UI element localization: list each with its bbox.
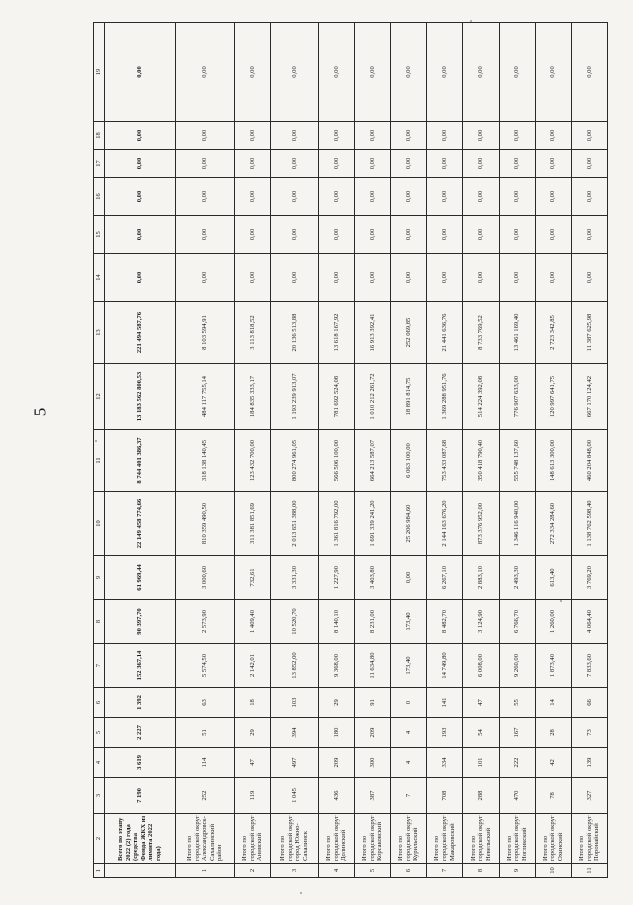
value-cell: 103: [271, 688, 319, 718]
column-number-header: 9: [94, 556, 105, 600]
table-row: [535, 23, 571, 878]
value-cell: 514 224 392,08: [463, 364, 499, 430]
value-cell: 1 010 212 261,72: [354, 364, 390, 430]
value-cell: 4 064,40: [571, 600, 607, 644]
value-cell: 0,00: [463, 23, 499, 122]
value-cell: 667 170 124,42: [571, 364, 607, 430]
municipality-name: Итого по городской округ Анивский: [234, 814, 270, 864]
value-cell: 0,00: [234, 216, 270, 254]
value-cell: 167: [499, 718, 535, 748]
row-number: 5: [354, 864, 390, 878]
value-cell: 0,00: [105, 254, 176, 302]
value-cell: 0,00: [391, 178, 427, 216]
value-cell: 3 619: [105, 748, 176, 778]
value-cell: 25 206 984,60: [391, 492, 427, 556]
column-number-header: 4: [94, 748, 105, 778]
value-cell: 800 274 961,05: [271, 430, 319, 492]
value-cell: 0,00: [318, 216, 354, 254]
value-cell: 387: [354, 778, 390, 814]
value-cell: 0,00: [391, 122, 427, 150]
value-cell: 484 117 755,14: [175, 364, 234, 430]
value-cell: 0,00: [427, 178, 463, 216]
table-body: [105, 23, 608, 878]
value-cell: 0,00: [318, 23, 354, 122]
value-cell: 1 227,90: [318, 556, 354, 600]
value-cell: 318 138 140,45: [175, 430, 234, 492]
municipality-name: Всего по этапу 2022 (2) года (средства Фонда ЖКХ из лимита 2022 года): [105, 814, 176, 864]
value-cell: 0,00: [499, 122, 535, 150]
value-cell: 0,00: [175, 216, 234, 254]
value-cell: 0,00: [571, 216, 607, 254]
value-cell: 272 334 284,60: [535, 492, 571, 556]
municipality-name: Итого по городской округ Корсаковский: [354, 814, 390, 864]
value-cell: 0,00: [234, 150, 270, 178]
value-cell: 0,00: [535, 122, 571, 150]
value-cell: 1 346 116 940,00: [499, 492, 535, 556]
value-cell: 2 883,10: [463, 556, 499, 600]
value-cell: 0,00: [463, 216, 499, 254]
table-row: [175, 23, 234, 878]
value-cell: 47: [234, 748, 270, 778]
value-cell: 0,00: [105, 178, 176, 216]
column-number-header: 19: [94, 23, 105, 122]
column-number-header: 13: [94, 302, 105, 364]
value-cell: 0,00: [271, 178, 319, 216]
value-cell: 10 520,70: [271, 600, 319, 644]
value-cell: 21 441 636,76: [427, 302, 463, 364]
value-cell: 252 069,85: [391, 302, 427, 364]
value-cell: 0,00: [535, 216, 571, 254]
municipality-name: Итого по городской округ город Южно-Сахалинск: [271, 814, 319, 864]
value-cell: 141: [427, 688, 463, 718]
table-row: [499, 23, 535, 878]
municipality-name: Итого по городской округ Макаровский: [427, 814, 463, 864]
value-cell: 5 574,50: [175, 644, 234, 688]
value-cell: 2 142,01: [234, 644, 270, 688]
column-number-header: 1: [94, 864, 105, 878]
value-cell: 55: [499, 688, 535, 718]
value-cell: 0,00: [271, 23, 319, 122]
value-cell: 0,00: [391, 254, 427, 302]
value-cell: 63: [175, 688, 234, 718]
value-cell: 0,00: [463, 150, 499, 178]
column-number-header: 12: [94, 364, 105, 430]
column-number-header: 10: [94, 492, 105, 556]
value-cell: 0,00: [463, 122, 499, 150]
value-cell: 221 494 587,76: [105, 302, 176, 364]
value-cell: 114: [175, 748, 234, 778]
value-cell: 555 748 137,60: [499, 430, 535, 492]
row-number: 4: [318, 864, 354, 878]
value-cell: 22 149 458 774,66: [105, 492, 176, 556]
value-cell: 732,61: [234, 556, 270, 600]
value-cell: 7: [391, 778, 427, 814]
value-cell: 14: [535, 688, 571, 718]
value-cell: 0,00: [271, 122, 319, 150]
table-row: [463, 23, 499, 878]
municipality-name: Итого по городской округ Курильский: [391, 814, 427, 864]
row-number: 10: [535, 864, 571, 878]
value-cell: 6 267,10: [427, 556, 463, 600]
value-cell: 781 692 524,08: [318, 364, 354, 430]
value-cell: 0,00: [427, 150, 463, 178]
value-cell: 222: [499, 748, 535, 778]
value-cell: 708: [427, 778, 463, 814]
value-cell: 0,00: [571, 122, 607, 150]
value-cell: 8 140,10: [318, 600, 354, 644]
value-cell: 6 008,00: [463, 644, 499, 688]
value-cell: 1 138 762 598,40: [571, 492, 607, 556]
value-cell: 1 409,40: [234, 600, 270, 644]
value-cell: 0,00: [105, 23, 176, 122]
value-cell: 0,00: [354, 178, 390, 216]
value-cell: 8 744 401 386,37: [105, 430, 176, 492]
value-cell: 2 013 651 388,00: [271, 492, 319, 556]
row-number: 8: [463, 864, 499, 878]
value-cell: 0,00: [463, 254, 499, 302]
value-cell: 0,00: [105, 216, 176, 254]
column-number-header: 6: [94, 688, 105, 718]
municipality-name: Итого по городской округ Александровск-Сахалинский район: [175, 814, 234, 864]
value-cell: 776 907 633,00: [499, 364, 535, 430]
value-cell: 350 418 790,40: [463, 430, 499, 492]
value-cell: 2 493,30: [499, 556, 535, 600]
column-number-header: 16: [94, 178, 105, 216]
table-row: [427, 23, 463, 878]
value-cell: 0,00: [427, 254, 463, 302]
row-number: 1: [175, 864, 234, 878]
value-cell: 810 359 490,50: [175, 492, 234, 556]
municipality-name: Итого по городской округ Поронайский: [571, 814, 607, 864]
value-cell: 29: [234, 718, 270, 748]
value-cell: 90 397,70: [105, 600, 176, 644]
value-cell: 13 461 169,40: [499, 302, 535, 364]
value-cell: 119: [234, 778, 270, 814]
value-cell: 0,00: [427, 23, 463, 122]
value-cell: 1 691 339 241,20: [354, 492, 390, 556]
value-cell: 311 381 851,69: [234, 492, 270, 556]
value-cell: 18: [234, 688, 270, 718]
value-cell: 2 723 342,85: [535, 302, 571, 364]
value-cell: 252: [175, 778, 234, 814]
row-number: 7: [427, 864, 463, 878]
value-cell: 0,00: [427, 122, 463, 150]
value-cell: 0,00: [499, 23, 535, 122]
value-cell: 470: [499, 778, 535, 814]
value-cell: 0,00: [271, 216, 319, 254]
value-cell: 6 063 100,00: [391, 430, 427, 492]
column-number-header: 18: [94, 122, 105, 150]
municipality-name: Итого по городской округ Охинский: [535, 814, 571, 864]
value-cell: 0,00: [354, 122, 390, 150]
value-cell: 0,00: [499, 150, 535, 178]
value-cell: 0,00: [234, 178, 270, 216]
value-cell: 0,00: [318, 122, 354, 150]
value-cell: 0,00: [318, 150, 354, 178]
value-cell: 0,00: [571, 178, 607, 216]
value-cell: 0,00: [271, 254, 319, 302]
value-cell: 1 873,40: [535, 644, 571, 688]
column-number-header: 7: [94, 644, 105, 688]
value-cell: 20 136 513,88: [271, 302, 319, 364]
value-cell: 66: [571, 688, 607, 718]
value-cell: 173,40: [391, 600, 427, 644]
value-cell: 1 260,00: [535, 600, 571, 644]
value-cell: 78: [535, 778, 571, 814]
value-cell: 3 124,90: [463, 600, 499, 644]
value-cell: 148 613 300,00: [535, 430, 571, 492]
value-cell: 300: [354, 748, 390, 778]
value-cell: 0,00: [391, 556, 427, 600]
value-cell: 3 331,30: [271, 556, 319, 600]
value-cell: 288: [463, 778, 499, 814]
value-cell: 61 969,44: [105, 556, 176, 600]
value-cell: 0,00: [571, 23, 607, 122]
value-cell: 16 913 392,41: [354, 302, 390, 364]
value-cell: 0,00: [354, 216, 390, 254]
value-cell: 3 000,60: [175, 556, 234, 600]
value-cell: 394: [271, 718, 319, 748]
value-cell: 152 367,14: [105, 644, 176, 688]
value-cell: 7 833,60: [571, 644, 607, 688]
municipality-name: Итого по городской округ Ногликский: [499, 814, 535, 864]
value-cell: 327: [571, 778, 607, 814]
row-number: 9: [499, 864, 535, 878]
value-cell: 1 392: [105, 688, 176, 718]
value-cell: 0,00: [354, 254, 390, 302]
value-cell: 1 369 288 951,76: [427, 364, 463, 430]
value-cell: 180: [318, 718, 354, 748]
value-cell: 0,00: [175, 254, 234, 302]
value-cell: 6 766,70: [499, 600, 535, 644]
column-number-row: [94, 23, 105, 878]
table-row: [318, 23, 354, 878]
column-number-header: 8: [94, 600, 105, 644]
value-cell: 8 231,00: [354, 600, 390, 644]
value-cell: 11 634,80: [354, 644, 390, 688]
table-row: [234, 23, 270, 878]
value-cell: 47: [463, 688, 499, 718]
column-number-header: 15: [94, 216, 105, 254]
scan-speck: [300, 892, 302, 894]
value-cell: 193: [427, 718, 463, 748]
value-cell: 0,00: [535, 254, 571, 302]
municipality-name: Итого по городской округ Невельский: [463, 814, 499, 864]
value-cell: 0,00: [535, 23, 571, 122]
value-cell: 120 997 641,75: [535, 364, 571, 430]
column-number-header: 2: [94, 814, 105, 864]
value-cell: 0,00: [499, 254, 535, 302]
value-cell: 0: [391, 688, 427, 718]
total-row: [105, 23, 176, 878]
value-cell: 460 204 848,00: [571, 430, 607, 492]
value-cell: 73: [571, 718, 607, 748]
value-cell: 7 190: [105, 778, 176, 814]
value-cell: 0,00: [391, 216, 427, 254]
value-cell: 101: [463, 748, 499, 778]
table-row: [391, 23, 427, 878]
value-cell: 0,00: [175, 23, 234, 122]
value-cell: 753 433 087,68: [427, 430, 463, 492]
value-cell: 8 103 594,91: [175, 302, 234, 364]
value-cell: 29: [318, 688, 354, 718]
value-cell: 0,00: [571, 254, 607, 302]
value-cell: 0,00: [535, 150, 571, 178]
row-number: 2: [234, 864, 270, 878]
value-cell: 0,00: [463, 178, 499, 216]
value-cell: 664 213 587,07: [354, 430, 390, 492]
value-cell: 3 113 818,52: [234, 302, 270, 364]
value-cell: 209: [318, 748, 354, 778]
value-cell: 0,00: [354, 150, 390, 178]
value-cell: 0,00: [271, 150, 319, 178]
value-cell: 209: [354, 718, 390, 748]
column-number-header: 14: [94, 254, 105, 302]
value-cell: 42: [535, 748, 571, 778]
value-cell: 0,00: [175, 178, 234, 216]
column-number-header: 5: [94, 718, 105, 748]
value-cell: 184 835 333,17: [234, 364, 270, 430]
table-row: [354, 23, 390, 878]
value-cell: 1 045: [271, 778, 319, 814]
value-cell: 0,00: [535, 178, 571, 216]
value-cell: 0,00: [105, 122, 176, 150]
table-row: [571, 23, 607, 878]
value-cell: 51: [175, 718, 234, 748]
value-cell: 0,00: [234, 254, 270, 302]
value-cell: 0,00: [499, 216, 535, 254]
value-cell: 14 749,80: [427, 644, 463, 688]
page-number: 5: [30, 407, 50, 417]
value-cell: 0,00: [175, 150, 234, 178]
value-cell: 0,00: [391, 23, 427, 122]
value-cell: 436: [318, 778, 354, 814]
value-cell: 173,40: [391, 644, 427, 688]
municipality-name: Итого по городской округ Долинский: [318, 814, 354, 864]
value-cell: 3 769,20: [571, 556, 607, 600]
value-cell: 11 387 625,98: [571, 302, 607, 364]
value-cell: 2 227: [105, 718, 176, 748]
value-cell: 139: [571, 748, 607, 778]
value-cell: 13 183 562 800,53: [105, 364, 176, 430]
row-number: 3: [271, 864, 319, 878]
value-cell: 54: [463, 718, 499, 748]
value-cell: 2 144 163 676,20: [427, 492, 463, 556]
value-cell: 18 891 814,75: [391, 364, 427, 430]
value-cell: 497: [271, 748, 319, 778]
value-cell: 8 733 769,52: [463, 302, 499, 364]
row-number: 6: [391, 864, 427, 878]
value-cell: 1 193 239 913,07: [271, 364, 319, 430]
column-number-header: 3: [94, 778, 105, 814]
value-cell: 613,40: [535, 556, 571, 600]
row-number: 11: [571, 864, 607, 878]
value-cell: 9 368,00: [318, 644, 354, 688]
value-cell: 4: [391, 748, 427, 778]
value-cell: 13 618 167,92: [318, 302, 354, 364]
table-row: [271, 23, 319, 878]
column-number-header: 11: [94, 430, 105, 492]
value-cell: 13 852,00: [271, 644, 319, 688]
value-cell: 0,00: [354, 23, 390, 122]
housing-fund-table: [93, 22, 608, 878]
value-cell: 4: [391, 718, 427, 748]
value-cell: 91: [354, 688, 390, 718]
value-cell: 1 361 816 792,00: [318, 492, 354, 556]
value-cell: 0,00: [234, 23, 270, 122]
value-cell: 0,00: [318, 178, 354, 216]
value-cell: 0,00: [427, 216, 463, 254]
value-cell: 3 403,80: [354, 556, 390, 600]
value-cell: 0,00: [318, 254, 354, 302]
value-cell: 0,00: [499, 178, 535, 216]
rotated-table-wrapper: [93, 23, 608, 878]
value-cell: 0,00: [105, 150, 176, 178]
value-cell: 0,00: [234, 122, 270, 150]
row-number: [105, 864, 176, 878]
column-number-header: 17: [94, 150, 105, 178]
value-cell: 28: [535, 718, 571, 748]
value-cell: 0,00: [391, 150, 427, 178]
value-cell: 0,00: [175, 122, 234, 150]
value-cell: 123 432 700,00: [234, 430, 270, 492]
value-cell: 9 260,00: [499, 644, 535, 688]
value-cell: 2 573,90: [175, 600, 234, 644]
value-cell: 334: [427, 748, 463, 778]
value-cell: 566 506 100,00: [318, 430, 354, 492]
value-cell: 8 482,70: [427, 600, 463, 644]
value-cell: 0,00: [571, 150, 607, 178]
value-cell: 873 376 952,00: [463, 492, 499, 556]
